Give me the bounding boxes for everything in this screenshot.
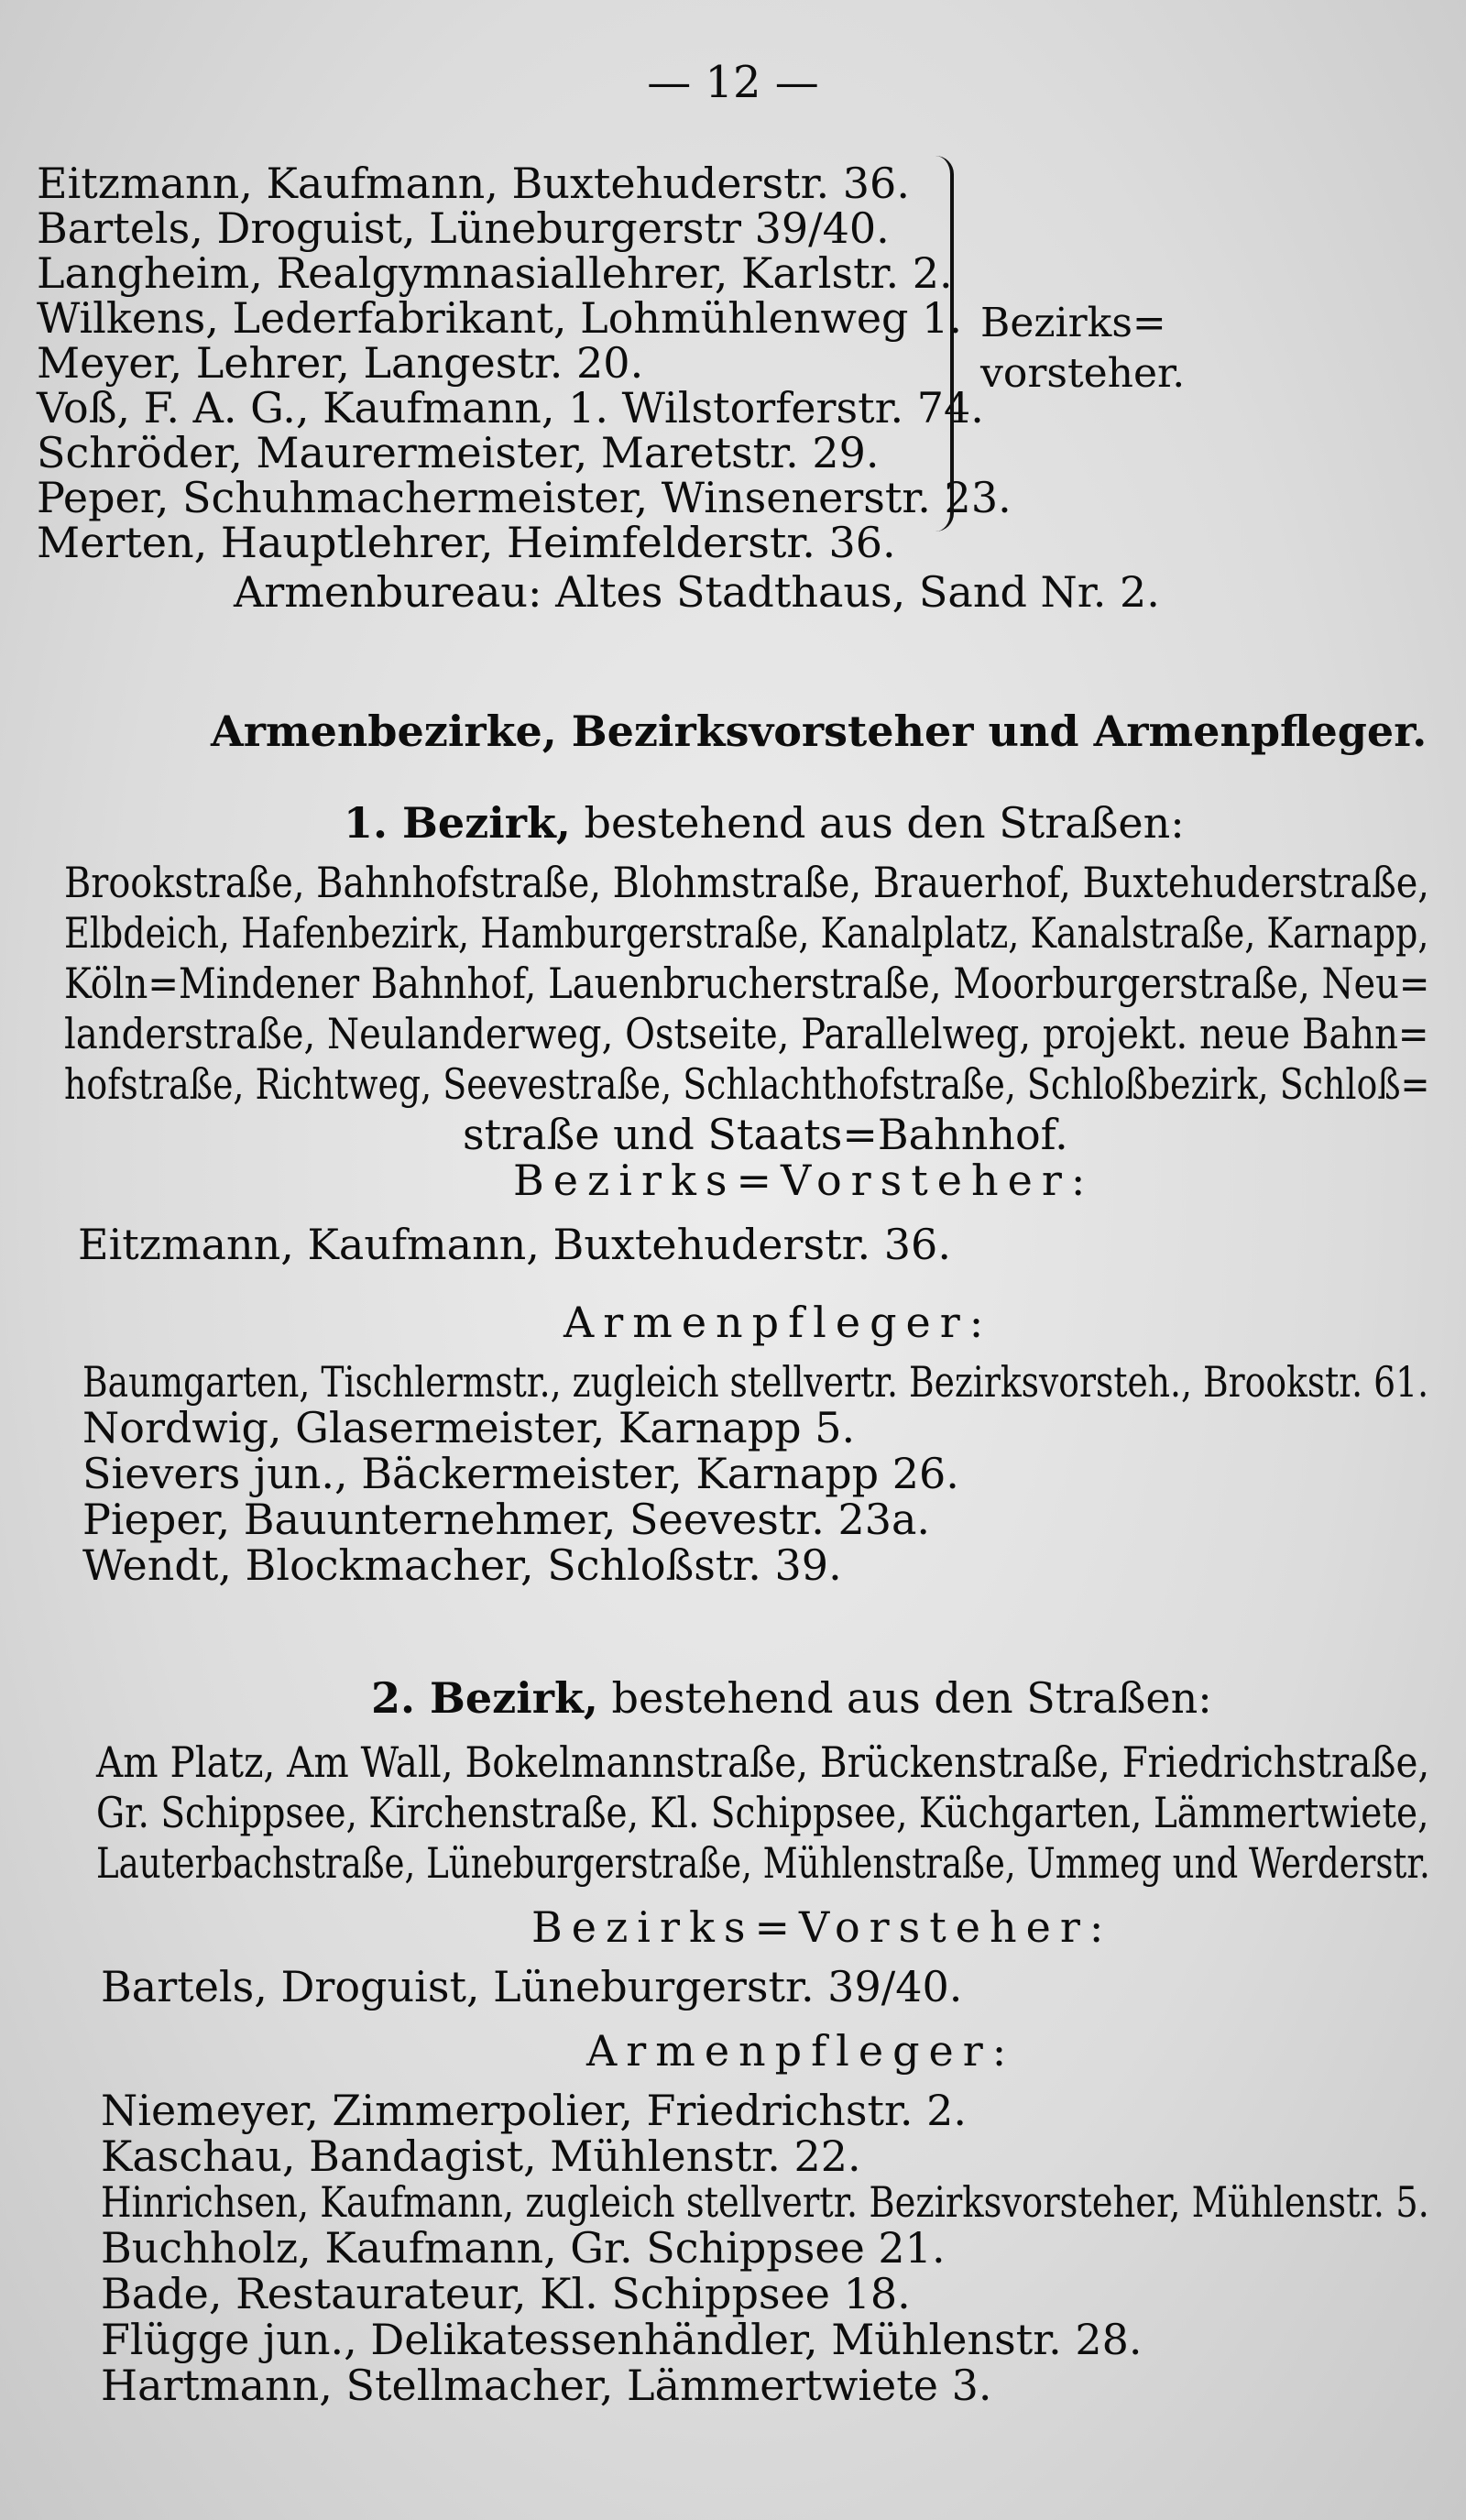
district-2-head: Bartels, Droguist, Lüneburgerstr. 39/40. — [101, 1962, 963, 2011]
carer-line: Flügge jun., Delikatessenhändler, Mühlenstr. 28. — [101, 2315, 1143, 2364]
carer-line: Hartmann, Stellmacher, Lämmertwiete 3. — [101, 2361, 992, 2410]
carer-line: Nordwig, Glasermeister, Karnapp 5. — [82, 1403, 856, 1452]
street-line: Brookstraße, Bahnhofstraße, Blohmstraße, Brauerhof, Buxtehuderstraße, — [64, 858, 1429, 907]
carer-line: Buchholz, Kaufmann, Gr. Schippsee 21. — [101, 2223, 946, 2273]
district-1-title — [344, 797, 1185, 849]
section-heading: Armenbezirke, Bezirksvorsteher und Armenpfleger. — [211, 707, 1428, 756]
carer-line: Kaschau, Bandagist, Mühlenstr. 22. — [101, 2131, 861, 2181]
district-head-line: Eitzmann, Kaufmann, Buxtehuderstr. 36. — [37, 159, 910, 208]
street-line: Köln=Mindener Bahnhof, Lauenbrucherstraße, Moorburgerstraße, Neu= — [64, 959, 1430, 1008]
bracket-label-line: vorsteher. — [980, 350, 1186, 397]
district-head-line: Wilkens, Lederfabrikant, Lohmühlenweg 1. — [37, 293, 963, 343]
street-line: Gr. Schippsee, Kirchenstraße, Kl. Schippsee, Küchgarten, Lämmertwiete, — [96, 1788, 1429, 1837]
street-line: Lauterbachstraße, Lüneburgerstraße, Mühlenstraße, Ummeg und Werderstr. — [96, 1838, 1430, 1888]
district-1-head: Eitzmann, Kaufmann, Buxtehuderstr. 36. — [78, 1220, 951, 1269]
carer-line: Niemeyer, Zimmerpolier, Friedrichstr. 2. — [101, 2086, 968, 2135]
district-head-line: Merten, Hauptlehrer, Heimfelderstr. 36. — [37, 518, 896, 567]
district-head-line: Voß, F. A. G., Kaufmann, 1. Wilstorferstr. 74. — [37, 383, 984, 433]
carer-line: Baumgarten, Tischlermstr., zugleich stellvertr. Bezirksvorsteh., Brookstr. 61. — [82, 1357, 1429, 1407]
district-2-intro: bestehend aus den Straßen: — [611, 1673, 1212, 1723]
street-line: Am Platz, Am Wall, Bokelmannstraße, Brückenstraße, Friedrichstraße, — [96, 1737, 1430, 1787]
carer-line: Hinrichsen, Kaufmann, zugleich stellvertr. Bezirksvorsteher, Mühlenstr. 5. — [101, 2177, 1429, 2227]
district-1-intro: bestehend aus den Straßen: — [584, 798, 1185, 848]
bracket-label-line: Bezirks= — [980, 300, 1166, 346]
district-1-label: 1. Bezirk, — [344, 798, 571, 848]
armenbureau-line: Armenbureau: Altes Stadthaus, Sand Nr. 2. — [234, 567, 1160, 617]
district-2-label: 2. Bezirk, — [371, 1673, 598, 1723]
carer-line: Pieper, Bauunternehmer, Seevestr. 23a. — [82, 1495, 931, 1544]
carer-line: Bade, Restaurateur, Kl. Schippsee 18. — [101, 2269, 911, 2318]
carer-line: Sievers jun., Bäckermeister, Karnapp 26. — [82, 1449, 959, 1498]
street-line: hofstraße, Richtweg, Seevestraße, Schlachthofstraße, Schloßbezirk, Schloß= — [64, 1059, 1430, 1109]
district-1-carers-label: Armenpfleger: — [563, 1298, 993, 1347]
grouping-bracket — [930, 156, 954, 531]
district-head-line: Peper, Schuhmachermeister, Winsenerstr. 23. — [37, 473, 1012, 522]
street-line: Elbdeich, Hafenbezirk, Hamburgerstraße, Kanalplatz, Kanalstraße, Karnapp, — [64, 908, 1429, 958]
carer-line: Wendt, Blockmacher, Schloßstr. 39. — [82, 1540, 842, 1590]
street-line: straße und Staats=Bahnhof. — [463, 1110, 1068, 1159]
page-number: — 12 — — [647, 57, 819, 108]
district-1-head-label: Bezirks=Vorsteher: — [513, 1156, 1095, 1205]
district-head-line: Meyer, Lehrer, Langestr. 20. — [37, 338, 644, 388]
district-2-title — [371, 1672, 1212, 1724]
district-head-line: Langheim, Realgymnasiallehrer, Karlstr. 2. — [37, 248, 953, 298]
district-2-head-label: Bezirks=Vorsteher: — [531, 1902, 1113, 1952]
district-2-carers-label: Armenpfleger: — [586, 2026, 1016, 2076]
street-line: landerstraße, Neulanderweg, Ostseite, Parallelweg, projekt. neue Bahn= — [64, 1009, 1429, 1058]
district-head-line: Bartels, Droguist, Lüneburgerstr 39/40. — [37, 203, 890, 253]
district-head-line: Schröder, Maurermeister, Maretstr. 29. — [37, 428, 880, 477]
